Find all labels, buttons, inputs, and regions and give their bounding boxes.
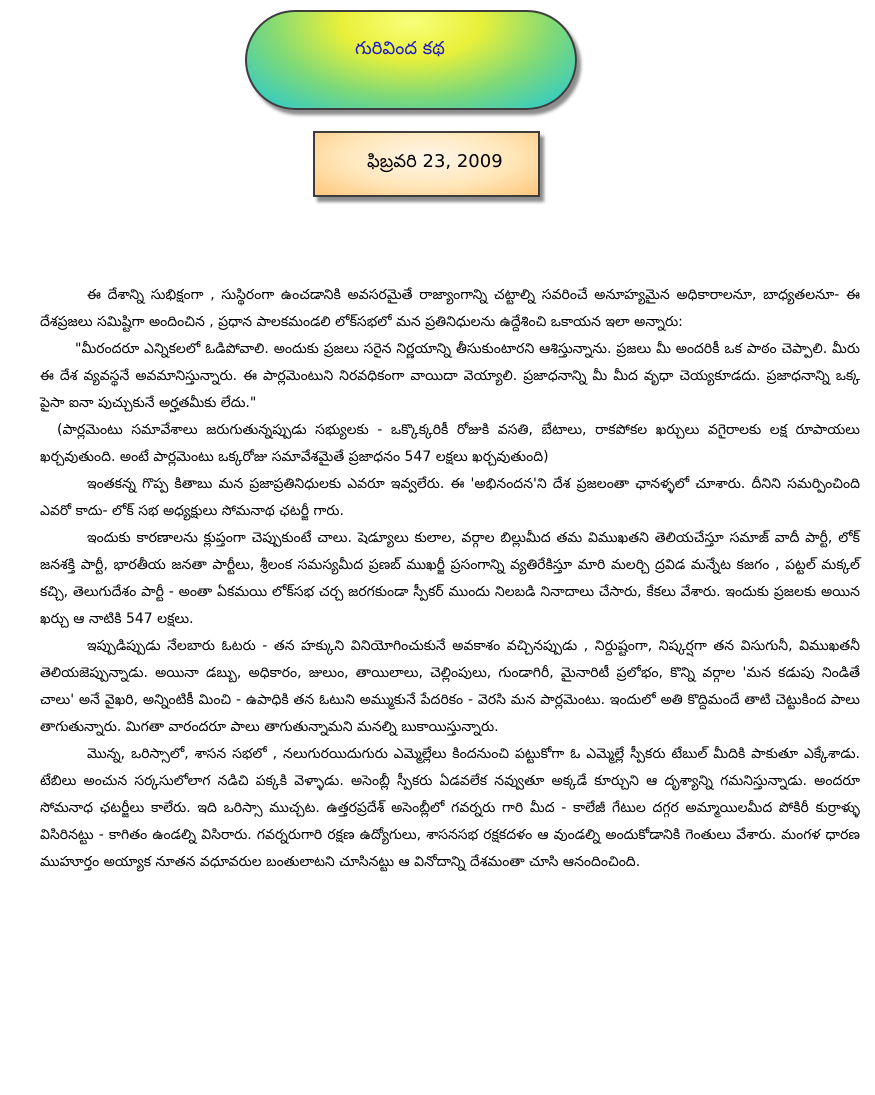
article-paragraph: ఇప్పుడిప్పుడు నేలబారు ఓటరు - తన హక్కుని వినియోగించుకునే అవకాశం వచ్చినప్పుడు , నిర్దుష్టంగా, నిష్కర్షగా తన విసుగునీ, విముఖతనీ తెలియజెప్పున్నాడు. అయినా డబ్బు, అధికారం, జులుం, తాయిలాలు, చెల్లింపులు, గుండాగిరీ, మైనారిటీ ప్రలోభం, కొన్ని వర్గాల 'మన కడుపు నిండితే చాలు' అనే వైఖరి, అన్నింటికీ మించి - ఉపాధికి తన ఓటుని అమ్ముకునే పేదరికం - వెరసి మన పార్లమెంటు. ఇందులో అతి కొద్దిమందే తాటి చెట్టుకింద పాలు తాగుతున్నారు. మిగతా వారందరూ పాలు తాగుతున్నామని మనల్ని బుకాయిస్తున్నారు. [40,638,860,735]
post-date: ఫిబ్రవరి 23, 2009 [367,151,503,172]
note-paragraph: (పార్లమెంటు సమావేశాలు జరుగుతున్నప్పుడు సభ్యులకు - ఒక్కొక్కరికీ రోజుకి వసతి, బేటాలు, రాకపోకల ఖర్చులు వగైరాలకు లక్ష రూపాయలు ఖర్చవుతుంది. అంటే పార్లమెంటు ఒక్కరోజు సమావేశమైతే ప్రజాధనం 547 లక్షలు ఖర్చవుతుంది) [40,422,860,465]
page-title: గురివింద కథ [355,38,445,59]
article-paragraph: ఇంతకన్న గొప్ప కితాబు మన ప్రజాప్రతినిధులకు ఎవరూ ఇవ్వలేరు. ఈ 'అభినందన'ని దేశ ప్రజలంతా ఛానళ్ళలో చూశారు. దీనిని సమర్పించింది ఎవరో కాదు- లోక్ సభ అధ్యక్షులు సోమనాథ ఛటర్జీ గారు. [40,476,860,519]
quote-paragraph: "మీరందరూ ఎన్నికలలో ఓడిపోవాలి. అందుకు ప్రజలు సరైన నిర్ణయాన్ని తీసుకుంటారని ఆశిస్తున్నాను. ప్రజలు మీ అందరికీ ఒక పాఠం చెప్పాలి. మీరు ఈ దేశ వ్యవస్థనే అవమానిస్తున్నారు. ఈ పార్లమెంటుని నిరవధికంగా వాయిదా వెయ్యాలి. ప్రజాధనాన్ని మీ మీద వృధా చెయ్యకూడదు. ప్రజాధనాన్ని ఒక్క పైసా ఐనా పుచ్చుకునే అర్హతమీకు లేదు." [40,341,860,411]
title-banner [245,10,577,110]
date-banner [313,131,540,197]
article-paragraph: ఇందుకు కారణాలను క్లుప్తంగా చెప్పుకుంటే చాలు. షెడ్యూలు కులాల, వర్గాల బిల్లుమీద తమ విముఖతని తెలియచేస్తూ సమాజ్ వాదీ పార్టీ, లోక్ జనశక్తి పార్టీ, భారతీయ జనతా పార్టీలు, శ్రీలంక సమస్యమీద ప్రణబ్ ముఖర్జీ ప్రసంగాన్ని వ్యతిరేకిస్తూ మారి మలర్చి ద్రవిడ మన్నేట కజగం , పట్టల్ మక్కల్ కచ్చి, తెలుగుదేశం పార్టీ - అంతా ఏకమయి లోక్‌సభ చర్చ జరగకుండా స్పీకర్ ముందు నిలబడి నినాదాలు చేసారు, కేకలు వేశారు. ఇందుకు ప్రజలకు అయిన ఖర్చు ఆ నాటికి 547 లక్షలు. [40,530,860,627]
article-paragraph: ఈ దేశాన్ని సుభిక్షంగా , సుస్థిరంగా ఉంచడానికి అవసరమైతే రాజ్యాంగాన్ని చట్టాల్ని సవరించే అనూహ్యమైన అధికారాలనూ, బాధ్యతలనూ- ఈ దేశప్రజలు సమిష్టిగా అందించిన , ప్రధాన పాలకమండలి లోక్‌సభలో మన ప్రతినిధులను ఉద్దేశించి ఒకాయన ఇలా అన్నారు: [40,287,860,330]
article-body [40,282,860,876]
article-paragraph: మొన్న, ఒరిస్సాలో, శాసన సభలో , నలుగురయిదుగురు ఎమ్మెల్లేలు కిందనుంచి పట్టుకోగా ఓ ఎమ్మెల్లే స్పీకరు టేబుల్ మీదికి పాకుతూ ఎక్కేశాడు. టేబిలు అంచున సర్కసులోలాగ నడిచి పక్కకి వెళ్ళాడు. అసెంబ్లీ స్పీకరు ఏడవలేక నవ్వుతూ అక్కడే కూర్చుని ఆ దృశ్యాన్ని గమనిస్తున్నాడు. అందరూ సోమనాధ ఛటర్జీలు కాలేరు. ఇది ఒరిస్సా ముచ్చట. ఉత్తరప్రదేశ్ అసెంబ్లీలో గవర్నరు గారి మీద - కాలేజీ గేటుల దగ్గర అమ్మాయిలమీద పోకిరీ కుర్రాళ్ళు విసిరినట్టు - కాగితం ఉండల్ని విసిరారు. గవర్నరుగారి రక్షణ ఉద్యోగులు, శాసనసభ రక్షకదళం ఆ వుండల్ని అందుకోడానికి గెంతులు వేశారు. మంగళ ధారణ ముహూర్తం అయ్యాక నూతన వధూవరుల బంతులాటని చూసినట్టు ఆ వినోదాన్ని దేశమంతా చూసి ఆనందించింది. [40,746,860,870]
